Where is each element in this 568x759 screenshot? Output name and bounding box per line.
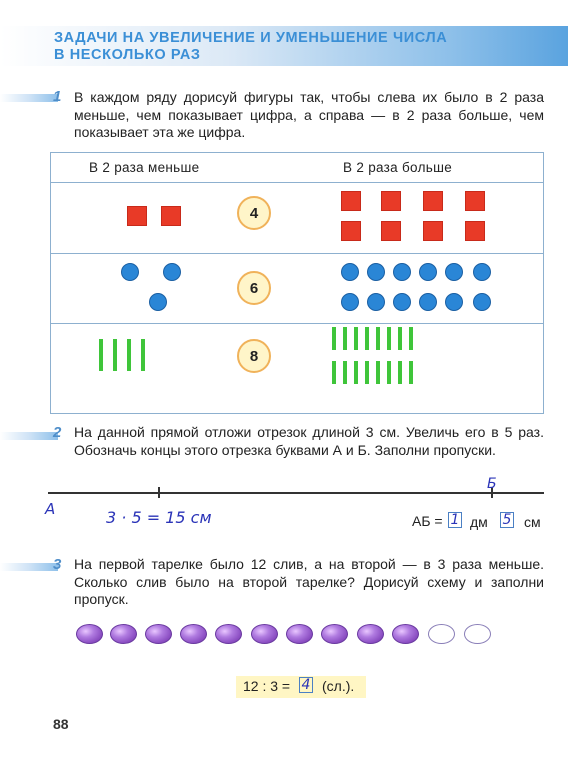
title-line-1: ЗАДАЧИ НА УВЕЛИЧЕНИЕ И УМЕНЬШЕНИЕ ЧИСЛА: [54, 30, 448, 46]
point-a-label: А: [45, 500, 56, 518]
answer-box-plums[interactable]: 4: [299, 677, 313, 693]
stick-shape: [376, 327, 380, 350]
answer-box-cm[interactable]: 5: [500, 512, 514, 528]
circle-shape: [393, 263, 411, 281]
stick-shape: [398, 361, 402, 384]
square-shape: [381, 221, 401, 241]
stick-shape: [365, 327, 369, 350]
square-shape: [341, 221, 361, 241]
task-2-number: 2: [53, 424, 62, 441]
stick-shape: [332, 327, 336, 350]
task-1-table: [50, 152, 544, 414]
task-3-marker: [0, 563, 58, 571]
task-3-number: 3: [53, 556, 62, 573]
task-1-text: В каждом ряду дорисуй фигуры так, чтобы слева их было в 2 раза меньше, чем показывает цифра, а справа — в 2 раза больше, чем показывает эта же цифра.: [74, 89, 544, 140]
col-right-header: В 2 раза больше: [343, 160, 453, 175]
task-1-number: 1: [53, 88, 62, 105]
square-shape: [381, 191, 401, 211]
square-shape: [127, 206, 147, 226]
stick-shape: [113, 339, 117, 371]
number-line: [48, 492, 544, 494]
ab-label: АБ =: [412, 513, 443, 529]
handwritten-calculation: 3 · 5 = 15 см: [106, 508, 212, 527]
empty-plum-outline[interactable]: [464, 624, 491, 644]
circle-shape: [121, 263, 139, 281]
circle-shape: [445, 293, 463, 311]
plum-icon: [76, 624, 103, 644]
answer-box-dm[interactable]: 1: [448, 512, 462, 528]
plum-icon: [286, 624, 313, 644]
circle-shape: [393, 293, 411, 311]
row-separator: [51, 323, 543, 324]
page-title: [54, 30, 474, 64]
square-shape: [423, 191, 443, 211]
point-b-label: Б: [487, 476, 497, 492]
stick-shape: [387, 327, 391, 350]
stick-shape: [141, 339, 145, 371]
title-line-2: В НЕСКОЛЬКО РАЗ: [54, 47, 201, 63]
circle-shape: [473, 263, 491, 281]
table-header: [51, 153, 543, 183]
stick-shape: [99, 339, 103, 371]
digit-badge: [237, 271, 271, 305]
stick-shape: [365, 361, 369, 384]
row-separator: [51, 253, 543, 254]
circle-shape: [163, 263, 181, 281]
empty-plum-outline[interactable]: [428, 624, 455, 644]
tick-mark: [158, 487, 160, 498]
circle-shape: [473, 293, 491, 311]
digit-badge: [237, 339, 271, 373]
square-shape: [465, 191, 485, 211]
task-1-marker: [0, 94, 58, 102]
unit-dm: дм: [470, 514, 488, 530]
circle-shape: [149, 293, 167, 311]
plum-icon: [392, 624, 419, 644]
stick-shape: [343, 361, 347, 384]
stick-shape: [343, 327, 347, 350]
square-shape: [161, 206, 181, 226]
task-3-text: На первой тарелке было 12 слив, а на второй — в 3 раза меньше. Сколько слив было на второй тарелке? Дорисуй схему и заполни пропуск.: [74, 556, 544, 607]
plum-icon: [357, 624, 384, 644]
task-2-marker: [0, 432, 58, 440]
stick-shape: [409, 361, 413, 384]
digit-badge: [237, 196, 271, 230]
plum-icon: [110, 624, 137, 644]
circle-shape: [367, 263, 385, 281]
square-shape: [341, 191, 361, 211]
square-shape: [423, 221, 443, 241]
stick-shape: [376, 361, 380, 384]
unit-cm: см: [524, 514, 541, 530]
equation-text: 12 : 3 =: [243, 678, 291, 694]
circle-shape: [341, 263, 359, 281]
plum-icon: [251, 624, 278, 644]
page-number: 88: [53, 716, 69, 732]
task-2-text: На данной прямой отложи отрезок длиной 3 см. Увеличь его в 5 раз. Обозначь концы этого отрезка буквами А и Б. Заполни пропуски.: [74, 424, 544, 458]
stick-shape: [332, 361, 336, 384]
col-left-header: В 2 раза меньше: [89, 160, 200, 175]
circle-shape: [445, 263, 463, 281]
plum-icon: [321, 624, 348, 644]
square-shape: [465, 221, 485, 241]
stick-shape: [387, 361, 391, 384]
answer-unit: (сл.).: [322, 678, 355, 694]
circle-shape: [419, 263, 437, 281]
digit-value: 4: [249, 204, 259, 222]
plum-icon: [145, 624, 172, 644]
stick-shape: [127, 339, 131, 371]
plum-icon: [215, 624, 242, 644]
plum-icon: [180, 624, 207, 644]
circle-shape: [341, 293, 359, 311]
circle-shape: [419, 293, 437, 311]
circle-shape: [367, 293, 385, 311]
stick-shape: [354, 327, 358, 350]
digit-value: 8: [249, 347, 259, 365]
stick-shape: [409, 327, 413, 350]
digit-value: 6: [249, 279, 259, 297]
stick-shape: [354, 361, 358, 384]
stick-shape: [398, 327, 402, 350]
